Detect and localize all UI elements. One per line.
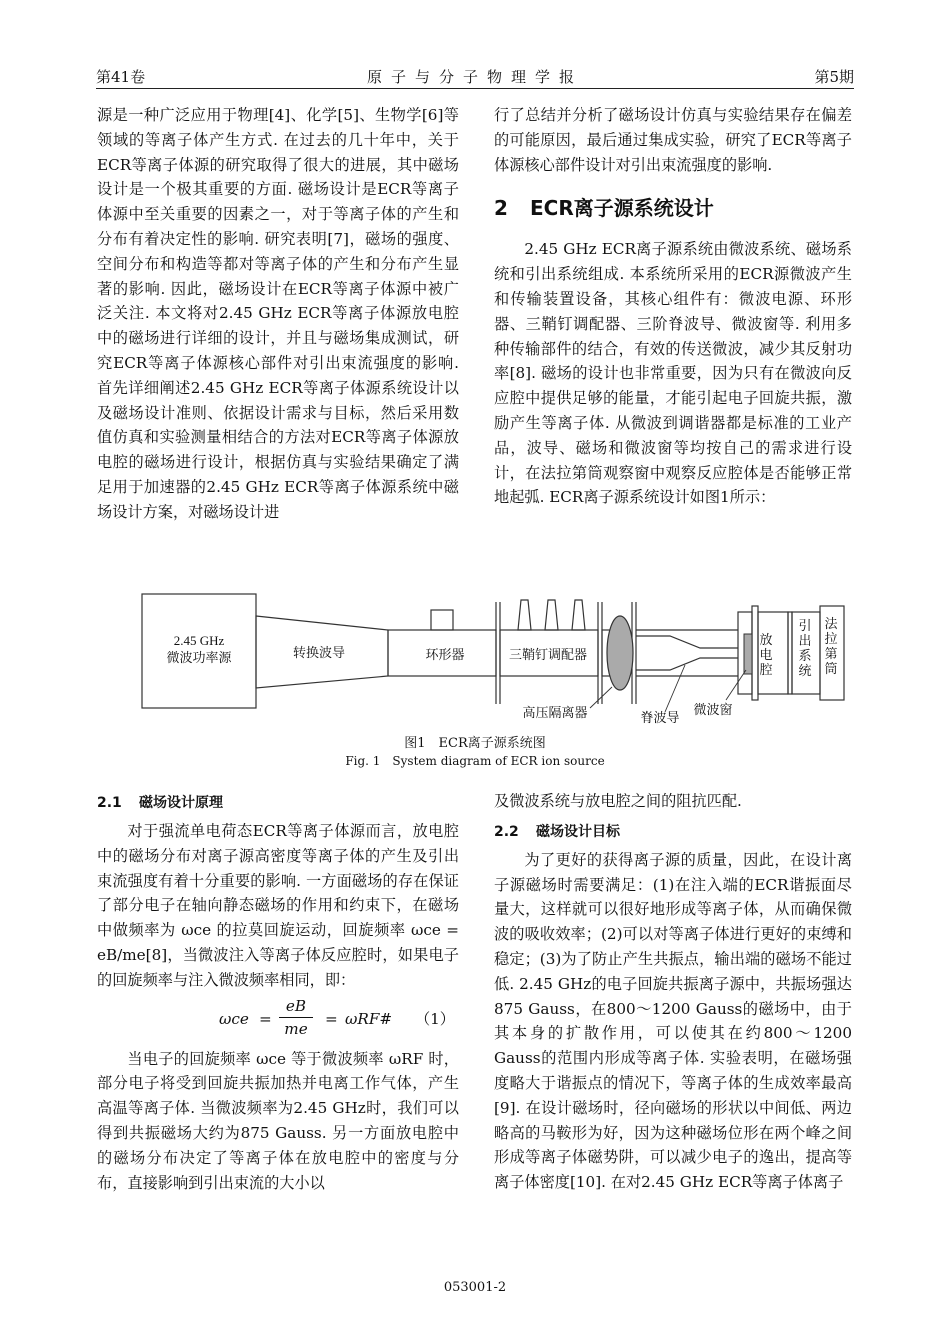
section-heading bbox=[494, 193, 852, 223]
system-design-paragraph: 2.45 GHz ECR离子源系统由微波系统、磁场系统和引出系统组成. 本系统所采用的ECR源微波产生和传输装置设备，其核心组件有：微波电源、环形器、三鞘钉调配器、三阶脊波导、微波窗等. 利用多种传输部件的结合，有效的传送微波，减少其反射功率[8]. 磁场的设计也非常重要，因为只有在微波向反应腔中提供足够的能量，才能引起电子回旋共振，激励产生等离子体. 从微波到调谐器都是标准的工业产品，波导、磁场和微波窗等均按自己的需求进行设计，在法拉第筒观察窗中观察反应腔体是否能够正常地起弧. ECR离子源系统设计如图1所示： bbox=[494, 240, 852, 507]
principle-paragraph: 对于强流单电荷态ECR等离子体源而言，放电腔中的磁场分布对离子源高密度等离子体的产生及引出束流强度有着十分重要的影响. 一方面磁场的存在保证了部分电子在轴向静态磁场的作用和约束下，在磁场中做频率为 ωce 的拉莫回旋运动，回旋频率 ωce = eB/me[8]，当微波注入等离子体反应腔时，如果电子的回旋频率与注入微波频率相同，即： bbox=[97, 822, 459, 989]
left-column-bottom bbox=[97, 791, 459, 1195]
journal-title: 原子与分子物理学报 bbox=[366, 68, 583, 86]
circulator-label: 环形器 bbox=[425, 647, 465, 662]
issue-label: 第5期 bbox=[814, 68, 854, 86]
tuner-stub-2 bbox=[545, 600, 558, 630]
eq-equals-2: = bbox=[325, 1009, 338, 1028]
eq-fraction bbox=[279, 995, 313, 1040]
resonance-paragraph: 当电子的回旋频率 ωce 等于微波频率 ωRF 时，部分电子将受到回旋共振加热并电离工作气体，产生高温等离子体. 当微波频率为2.45 GHz时，我们可以得到共振磁场大约为875 Gauss. 另一方面放电腔中的磁场分布决定了等离子体在放电腔中的密度与分布，直接影响到引出束流的大小以 bbox=[97, 1049, 459, 1192]
eq-numerator: eB bbox=[279, 995, 313, 1018]
left-column-top bbox=[97, 103, 459, 525]
ridge-waveguide-lower bbox=[636, 658, 738, 670]
intro-paragraph-continued: 源是一种广泛应用于物理[4]、化学[5]、生物学[6]等领域的等离子体产生方式. 在过去的几十年中，关于ECR等离子体源的研究取得了很大的进展，其中磁场设计是一个极其重要的方面. 磁场设计是ECR等离子体源中至关重要的因素之一，对于等离子体的产生和分布有着决定性的影响. 研究表明[7]，磁场的强度、空间分布和构造等都对等离子体的产生和分布产生显著的影响. 因此，磁场设计在ECR等离子体源中被广泛关注. 本文将对2.45 GHz ECR等离子体源放电腔中的磁场进行详细的设计，并且与磁场集成测试，研究ECR等离子体源核心部件对引出束流强度的影响. 首先详细阐述2.45 GHz ECR等离子体源系统设计以及磁场设计准则、依据设计需求与目标，然后采用数值仿真和实验测量相结合的方法对ECR等离子体源放电腔的磁场进行设计，根据仿真与实验结果确定了满足用于加速器的2.45 GHz ECR等离子体源系统中磁场设计方案，对磁场设计进 bbox=[97, 106, 459, 521]
eq-denominator: me bbox=[284, 1019, 308, 1038]
eq-number: （1） bbox=[414, 1009, 455, 1028]
subsection-number: 2.2 bbox=[494, 823, 519, 840]
subsection-2-2-heading bbox=[494, 820, 852, 844]
intro-paragraph-end: 行了总结并分析了磁场设计仿真与实验结果存在偏差的可能原因，最后通过集成实验，研究了ECR等离子体源核心部件设计对引出束流强度的影响. bbox=[494, 106, 852, 174]
ecr-system-diagram bbox=[100, 590, 850, 730]
tuner-stub-3 bbox=[572, 600, 585, 630]
microwave-window-plate bbox=[744, 634, 752, 674]
subsection-2-1-heading bbox=[97, 791, 459, 815]
page-number: 053001-2 bbox=[443, 1280, 507, 1295]
figure-caption-cn: 图1 ECR离子源系统图 bbox=[404, 736, 546, 751]
running-header bbox=[96, 64, 854, 86]
hv-isolator-ellipse bbox=[607, 616, 633, 690]
subsection-title: 磁场设计原理 bbox=[139, 795, 223, 811]
faraday-label: 法拉第筒 bbox=[824, 616, 838, 676]
header-rule bbox=[96, 88, 854, 89]
section-title: ECR离子源系统设计 bbox=[530, 196, 714, 221]
matching-paragraph-end: 及微波系统与放电腔之间的阻抗匹配. bbox=[494, 792, 742, 810]
power-source-label-1: 2.45 GHz bbox=[173, 633, 225, 648]
power-source-label-2: 微波功率源 bbox=[166, 650, 232, 665]
extraction-label: 引出系统 bbox=[798, 618, 812, 678]
eq-rhs: ωRF# bbox=[345, 1009, 393, 1028]
tuner-stub-1 bbox=[518, 600, 531, 630]
circulator-port bbox=[431, 610, 453, 630]
eq-lhs: ωce bbox=[219, 1009, 249, 1028]
subsection-number: 2.1 bbox=[97, 795, 122, 811]
window-label: 微波窗 bbox=[693, 702, 733, 717]
converter-label: 转换波导 bbox=[292, 645, 346, 660]
section-number: 2 bbox=[494, 196, 508, 221]
subsection-title: 磁场设计目标 bbox=[536, 823, 620, 840]
target-paragraph: 为了更好的获得离子源的质量，因此，在设计离子源磁场时需要满足：(1)在注入端的ECR谐振面尽量大，这样就可以很好地形成等离子体，从而确保微波的吸收效率；(2)可以对等离子体进行更好的束缚和稳定；(3)为了防止产生共振点，输出端的磁场不能过低. 2.45 GHz的电子回旋共振离子源中，共振场强达875 Gauss，在800～1200 Gauss的磁场中，由于其本身的扩散作用，可以使其在约800～1200 Gauss的范围内形成等离子体. 实验表明，在磁场强度略大于谐振点的情况下，等离子体的生成效率最高[9]. 在设计磁场时，径向磁场的形状以中间低、两边略高的马鞍形为好，因为这种磁场位形在两个峰之间形成等离子体磁势阱，可以减少电子的逸出，提高等离子体密度[10]. 在对2.45 GHz ECR等离子体离子 bbox=[494, 850, 852, 1192]
chamber-label: 放电腔 bbox=[759, 632, 773, 677]
tuner-label: 三鞘钉调配器 bbox=[508, 647, 588, 662]
right-column-bottom bbox=[494, 789, 852, 1195]
figure-caption-en: Fig. 1 System diagram of ECR ion source bbox=[345, 754, 605, 768]
right-column-top bbox=[494, 103, 852, 510]
eq-equals-1: = bbox=[259, 1009, 272, 1028]
isolator-label: 高压隔离器 bbox=[522, 705, 588, 720]
ridge-waveguide-upper bbox=[636, 636, 738, 648]
ridge-waveguide-label: 脊波导 bbox=[640, 710, 680, 725]
volume-label: 第41卷 bbox=[96, 68, 146, 86]
equation-1 bbox=[97, 995, 459, 1043]
